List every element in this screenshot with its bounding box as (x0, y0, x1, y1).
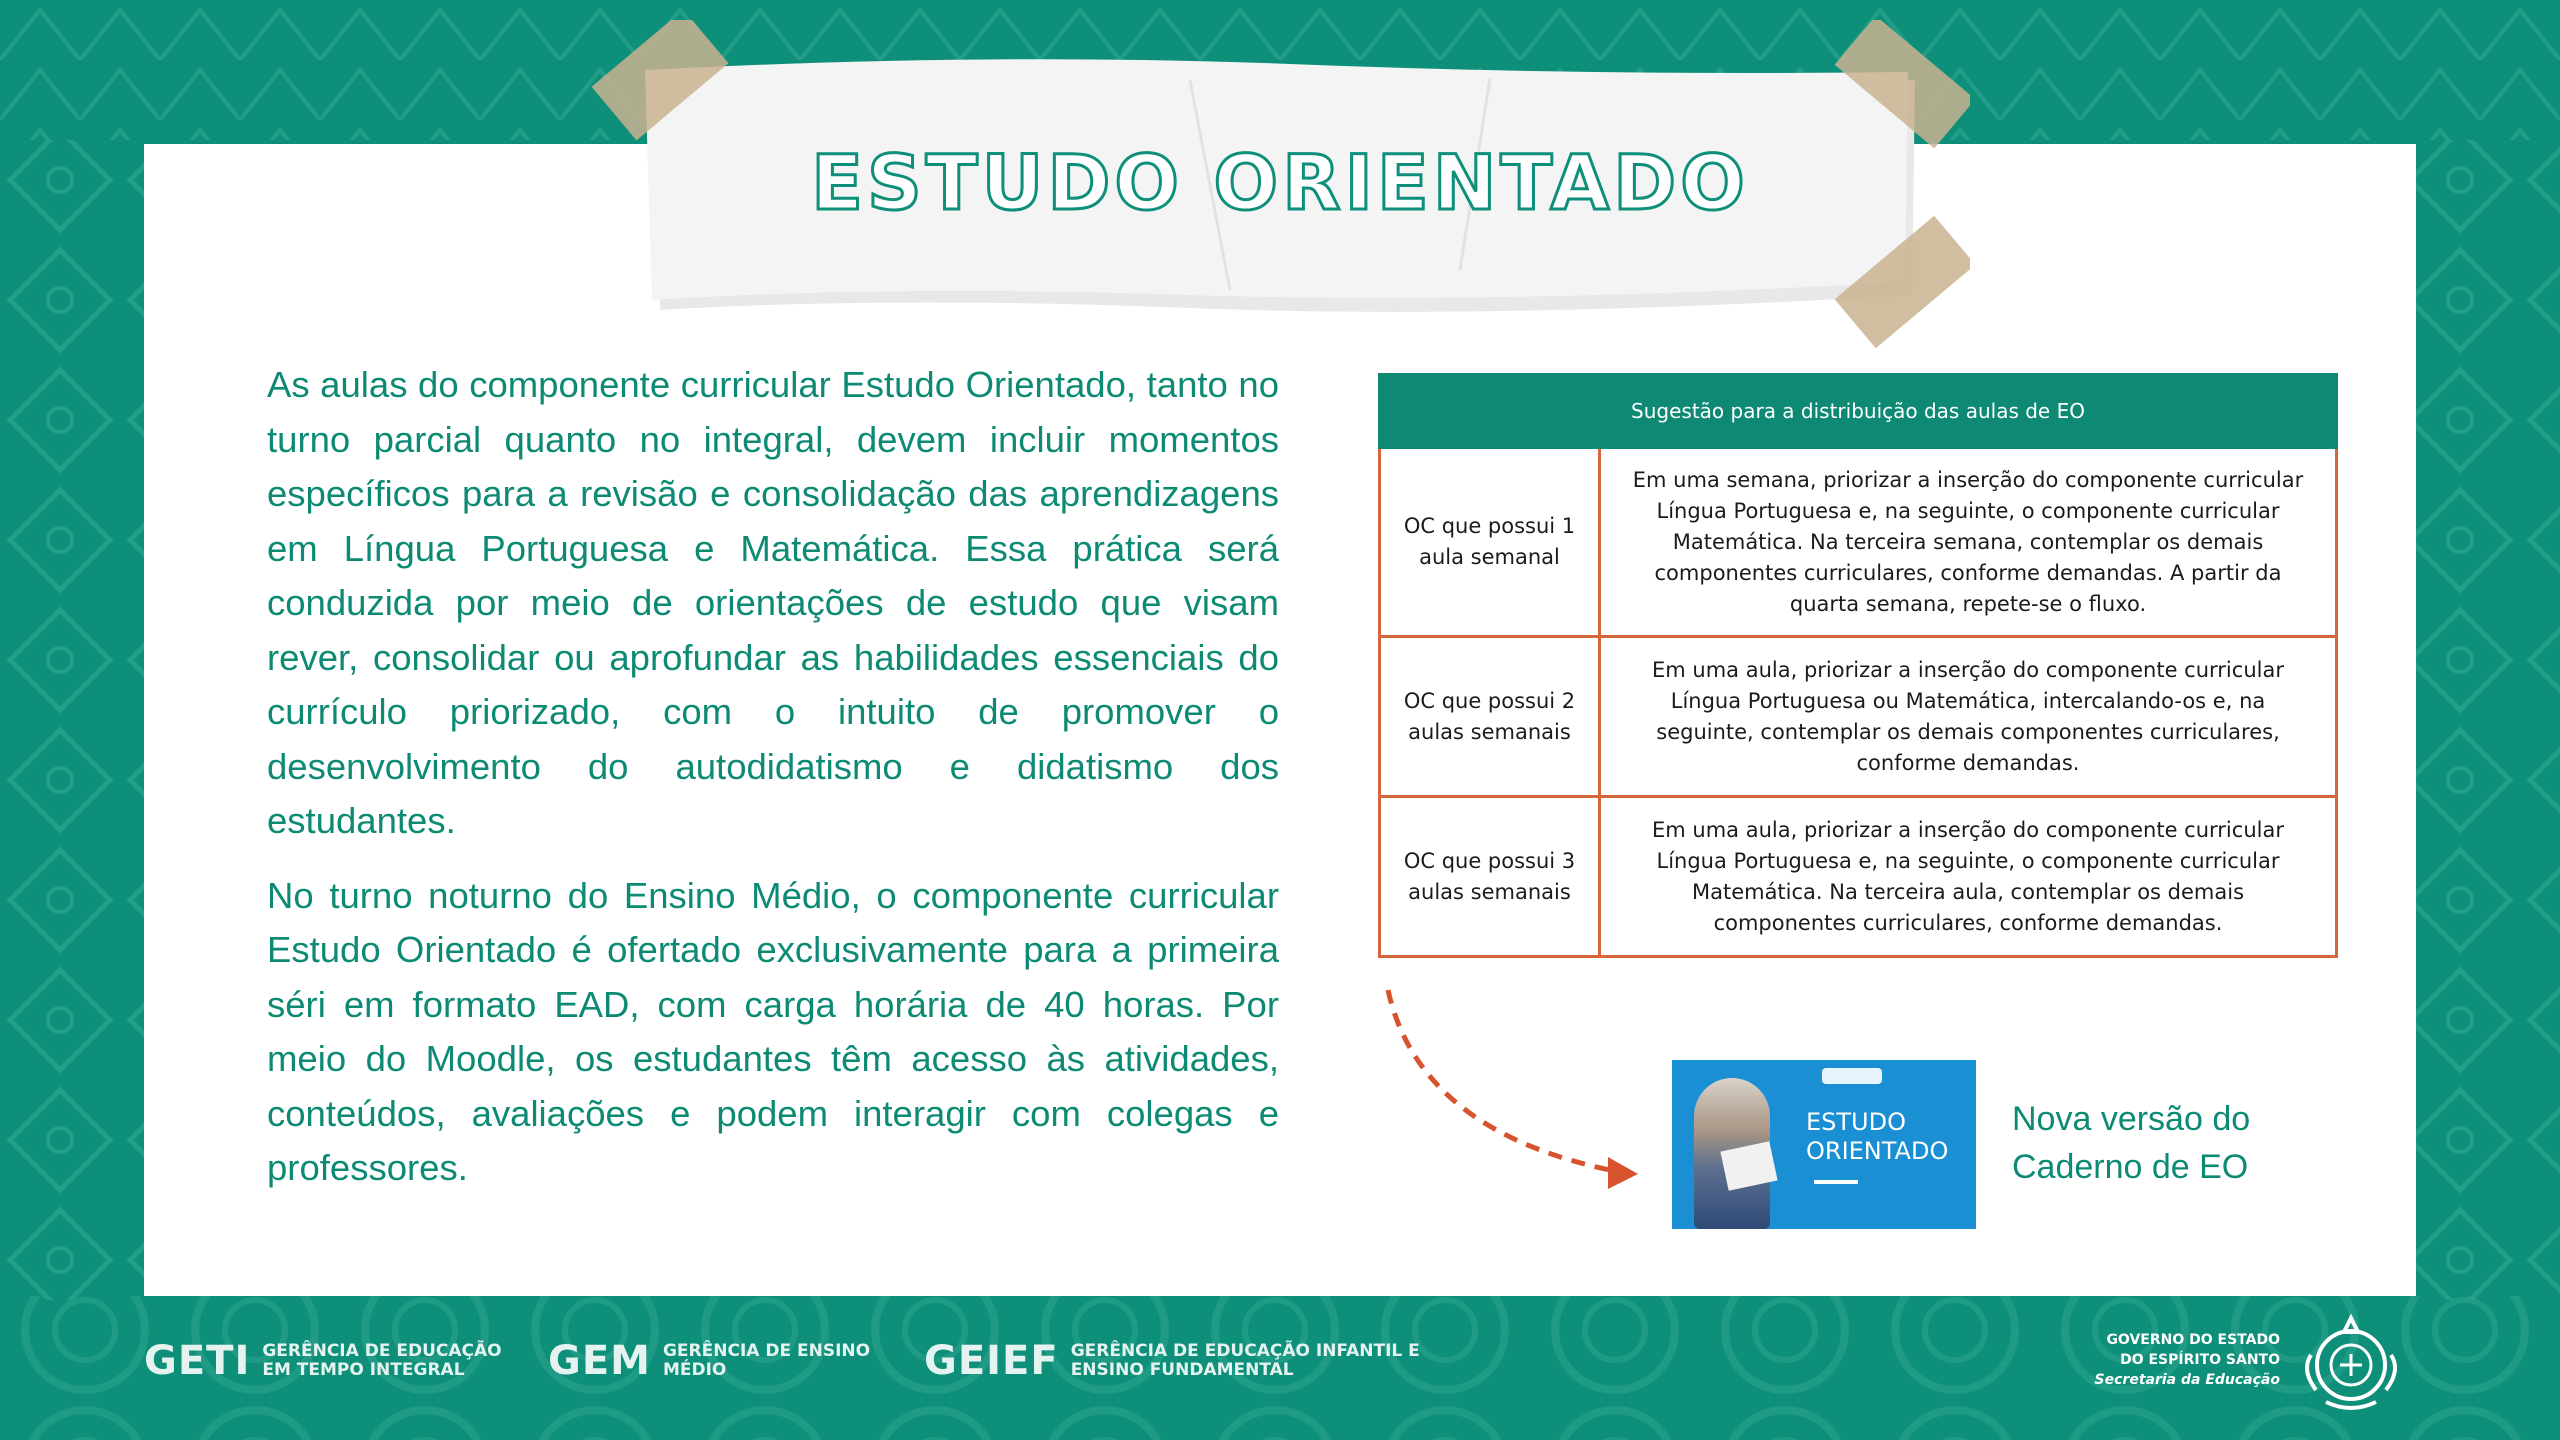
state-emblem-icon (2296, 1310, 2406, 1420)
footer (0, 1310, 2560, 1440)
cover-badge (1822, 1068, 1882, 1084)
row-label: OC que possui 1 aula semanal (1380, 448, 1600, 637)
gem-logo: GEM GERÊNCIA DE ENSINO MÉDIO (548, 1338, 871, 1384)
cover-underline (1814, 1180, 1858, 1184)
distribution-table (1378, 373, 2338, 958)
caderno-cover-image[interactable] (1672, 1060, 1976, 1229)
paragraph: As aulas do componente curricular Estudo Orientado, tanto no turno parcial quanto no integral, devem incluir momentos específicos para a revisão e consolidação das aprendizagens em Língua Portuguesa e Matemática. Essa prática será conduzida por meio de orientações de estudo que visam rever, consolidar ou aprofundar as habilidades essenciais do currículo priorizado, com o intuito de promover o desenvolvimento do autodidatismo e didatismo dos estudantes. (267, 364, 1279, 841)
geief-logo: GEIEF GERÊNCIA DE EDUCAÇÃO INFANTIL E ENSINO FUNDAMENTAL (924, 1338, 1420, 1384)
table-row (1380, 797, 2337, 957)
row-label: OC que possui 2 aulas semanais (1380, 637, 1600, 797)
table-header: Sugestão para a distribuição das aulas de EO (1380, 375, 2337, 448)
body-text (267, 358, 1279, 1216)
row-text: Em uma aula, priorizar a inserção do componente curricular Língua Portuguesa ou Matemática, intercalando-os e, na seguinte, contemplar os demais componentes curriculares, conforme demandas. (1600, 637, 2337, 797)
paragraph: No turno noturno do Ensino Médio, o componente curricular Estudo Orientado é ofertado exclusivamente para a primeira séri em formato EAD, com carga horária de 40 horas. Por meio do Moodle, os estudantes têm acesso às atividades, conteúdos, avaliações e podem interagir com colegas e professores. (267, 874, 1279, 1188)
geti-logo: GETI GERÊNCIA DE EDUCAÇÃO EM TEMPO INTEGRAL (144, 1338, 502, 1384)
cover-caption: Nova versão do Caderno de EO (2012, 1100, 2251, 1186)
row-text: Em uma semana, priorizar a inserção do componente curricular Língua Portuguesa e, na seguinte, o componente curricular Matemática. Na terceira semana, contemplar os demais componentes curriculares, conforme demandas. A partir da quarta semana, repete-se o fluxo. (1600, 448, 2337, 637)
cover-title: ESTUDO ORIENTADO (1806, 1108, 1949, 1165)
government-logo-text: GOVERNO DO ESTADO DO ESPÍRITO SANTO Secretaria da Educação (2094, 1332, 2280, 1388)
dashed-arrow-icon (1380, 985, 1650, 1190)
table-row (1380, 448, 2337, 637)
table-row (1380, 637, 2337, 797)
row-label: OC que possui 3 aulas semanais (1380, 797, 1600, 957)
row-text: Em uma aula, priorizar a inserção do componente curricular Língua Portuguesa e, na seguinte, o componente curricular Matemática. Na terceira aula, contemplar os demais componentes curriculares, conforme demandas. (1600, 797, 2337, 957)
page-title: ESTUDO ORIENTADO (811, 138, 1749, 227)
